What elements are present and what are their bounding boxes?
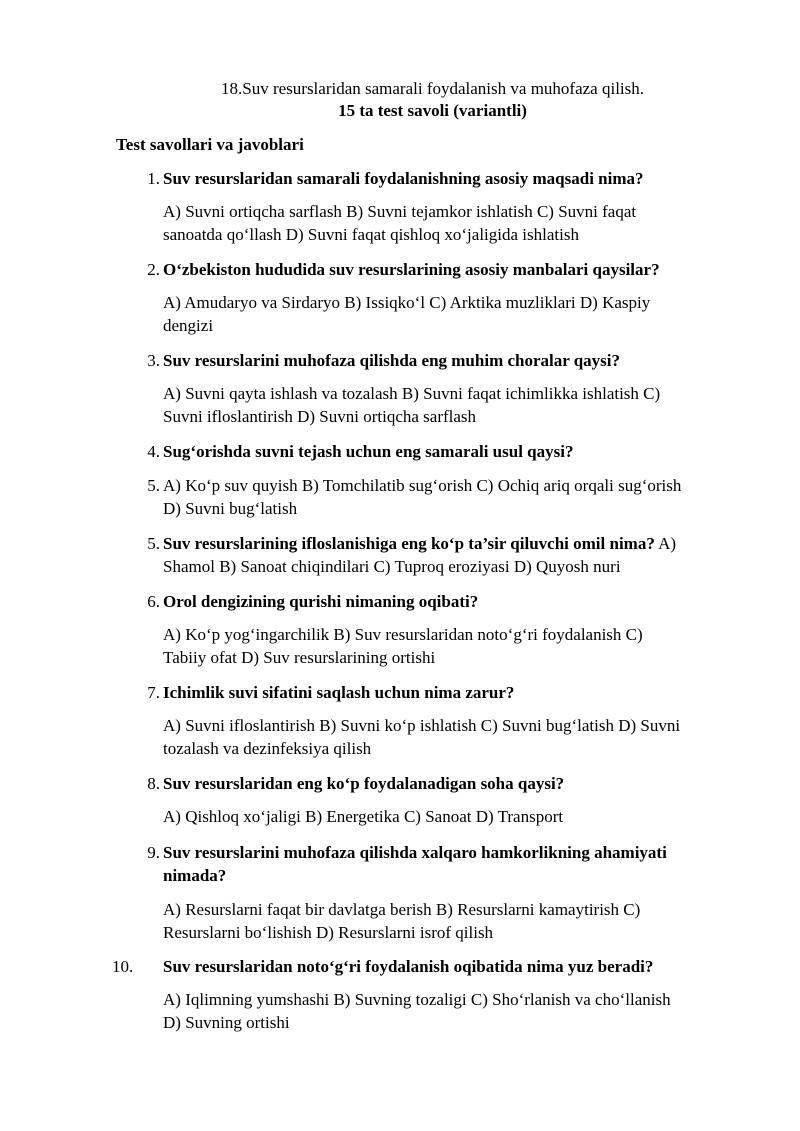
question-text: Suv resurslarini muhofaza qilishda xalqaro hamkorlikning ahamiyati: [163, 843, 667, 862]
answer-line: Tabiiy ofat D) Suv resurslarining ortishi: [163, 648, 436, 667]
answer-line: Resurslarni bo‘lishish D) Resurslarni isrof qilish: [163, 923, 494, 942]
answer-line: A) Ko‘p suv quyish B) Tomchilatib sug‘orish C) Ochiq ariq orqali sug‘orish: [163, 476, 682, 495]
question-text: Suv resurslarini muhofaza qilishda eng muhim choralar qaysi?: [163, 351, 621, 370]
answer-line: A) Suvni ortiqcha sarflash B) Suvni tejamkor ishlatish C) Suvni faqat: [163, 202, 637, 221]
answer-line: tozalash va dezinfeksiya qilish: [163, 739, 372, 758]
answer-line: D) Suvning ortishi: [163, 1013, 290, 1032]
question-number: 5.: [147, 476, 160, 495]
document-subtitle: 15 ta test savoli (variantli): [338, 101, 527, 120]
question-number: 5.: [147, 534, 160, 553]
answer-line: A) Iqlimning yumshashi B) Suvning tozaligi C) Sho‘rlanish va cho‘llanish: [163, 990, 671, 1009]
question-number: 7.: [147, 683, 160, 702]
answer-line: Shamol B) Sanoat chiqindilari C) Tuproq eroziyasi D) Quyosh nuri: [163, 557, 621, 576]
answer-line: D) Suvni bug‘latish: [163, 499, 298, 518]
question-number: 6.: [147, 592, 160, 611]
question-text: Suv resurslaridan eng ko‘p foydalanadigan soha qaysi?: [163, 774, 565, 793]
question-text-bold: Suv resurslarining ifloslanishiga eng ko‘p ta’sir qiluvchi omil nima?: [163, 534, 655, 553]
question-text: Orol dengizining qurishi nimaning oqibati?: [163, 592, 479, 611]
question-number: 3.: [147, 351, 160, 370]
question-text: Suv resurslaridan samarali foydalanishning asosiy maqsadi nima?: [163, 169, 644, 188]
answer-line: A) Ko‘p yog‘ingarchilik B) Suv resurslaridan noto‘g‘ri foydalanish C): [163, 625, 643, 644]
answer-line: A) Suvni qayta ishlash va tozalash B) Suvni faqat ichimlikka ishlatish C): [163, 384, 661, 403]
answer-line: A) Resurslarni faqat bir davlatga berish B) Resurslarni kamaytirish C): [163, 900, 641, 919]
question-text: Ichimlik suvi sifatini saqlash uchun nima zarur?: [163, 683, 515, 702]
answer-line: dengizi: [163, 316, 214, 335]
answer-line: A) Qishloq xo‘jaligi B) Energetika C) Sanoat D) Transport: [163, 807, 564, 826]
question-number: 9.: [147, 843, 160, 862]
section-heading: Test savollari va javoblari: [116, 135, 304, 154]
answer-line: A) Amudaryo va Sirdaryo B) Issiqko‘l C) Arktika muzliklari D) Kaspiy: [163, 293, 651, 312]
question-text: Suv resurslaridan noto‘g‘ri foydalanish oqibatida nima yuz beradi?: [163, 957, 654, 976]
answer-line: A) Suvni ifloslantirish B) Suvni ko‘p ishlatish C) Suvni bug‘latish D) Suvni: [163, 716, 681, 735]
question-number: 2.: [147, 260, 160, 279]
answer-line: sanoatda qo‘llash D) Suvni faqat qishloq xo‘jaligida ishlatish: [163, 225, 579, 244]
question-number: 1.: [147, 169, 160, 188]
question-text: O‘zbekiston hududida suv resurslarining asosiy manbalari qaysilar?: [163, 260, 660, 279]
answer-inline-start: A): [654, 534, 677, 553]
document-title: 18.Suv resurslaridan samarali foydalanish va muhofaza qilish.: [221, 79, 644, 98]
question-text-continued: nimada?: [163, 866, 227, 885]
question-number: 4.: [147, 442, 160, 461]
question-number: 10.: [112, 957, 134, 976]
answer-line: Suvni ifloslantirish D) Suvni ortiqcha sarflash: [163, 407, 477, 426]
question-number: 8.: [147, 774, 160, 793]
question-text: [163, 532, 763, 555]
question-text: Sug‘orishda suvni tejash uchun eng samarali usul qaysi?: [163, 442, 574, 461]
